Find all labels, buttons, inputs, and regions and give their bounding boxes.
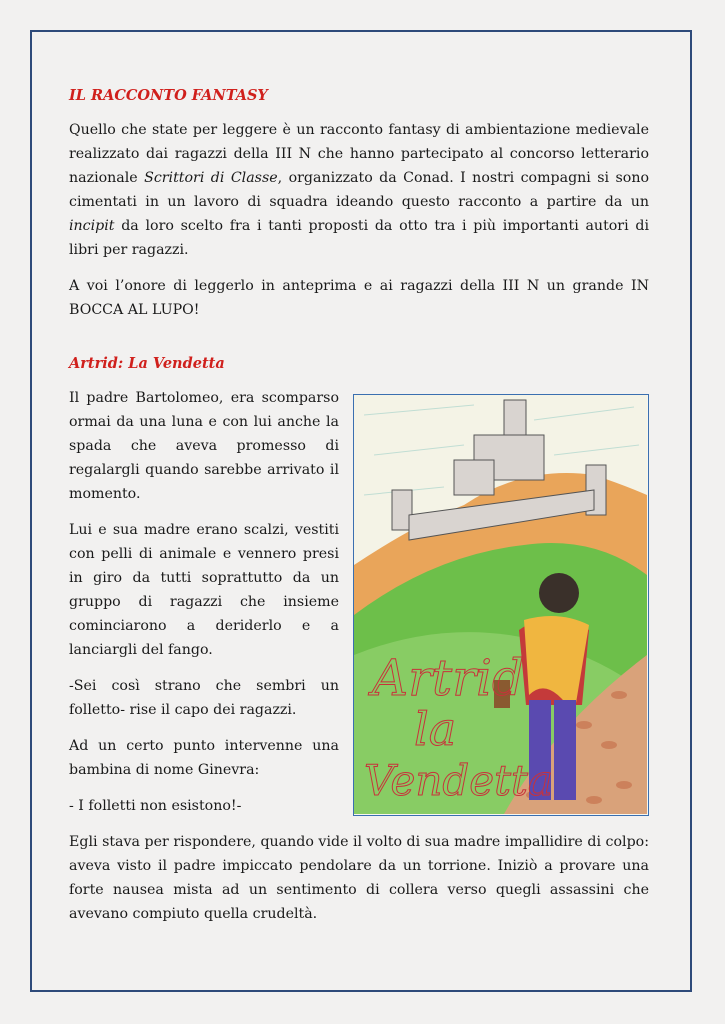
story-title: Artrid: La Vendetta [69, 355, 225, 372]
story-paragraph-last: Egli stava per rispondere, quando vide il volto di sua madre impallidire di colpo: aveva visto il padre impiccato pendolare da un torrione. Iniziò a provare una forte nausea mista ad un sentimento di collera verso quegli assassini che avevano compiuto quella crudeltà. [69, 834, 649, 922]
story-paragraph: -Sei così strano che sembri un folletto- rise il capo dei ragazzi. [69, 678, 339, 718]
intro-paragraph-2: A voi l’onore di leggerlo in anteprima e ai ragazzi della III N un grande IN BOCCA AL LUPO! [69, 278, 649, 318]
story-paragraph: Il padre Bartolomeo, era scomparso ormai da una luna e con lui anche la spada che aveva promesso di regalargli quando sarebbe arrivato il momento. [69, 390, 339, 502]
illustration-drawing [354, 395, 647, 814]
illustration-title-line2: la [414, 702, 457, 756]
story-paragraph: Lui e sua madre erano scalzi, vestiti con pelli di animale e vennero presi in giro da tutti soprattutto da un gruppo di ragazzi che insieme cominciarono a deriderlo e a lanciargli del fango. [69, 522, 339, 658]
story-paragraph: - I folletti non esistono!- [69, 798, 242, 814]
illustration-title-line1: Artrid [372, 649, 525, 707]
document-body [69, 84, 649, 938]
section-title: IL RACCONTO FANTASY [69, 87, 268, 104]
illustration-title-line3: Vendetta [364, 756, 553, 805]
cover-illustration [353, 394, 649, 816]
intro-paragraph: Quello che state per leggere è un racconto fantasy di ambientazione medievale realizzato dai ragazzi della III N che hanno partecipato al concorso letterario nazionale Scrittori di Classe, organizzato da Conad. I nostri compagni si sono cimentati in un lavoro di squadra ideando questo racconto a partire da un incipit da loro scelto fra i tanti proposti da otto tra i più importanti autori di libri per ragazzi. [69, 122, 649, 258]
story-paragraph: Ad un certo punto intervenne una bambina di nome Ginevra: [69, 738, 339, 778]
